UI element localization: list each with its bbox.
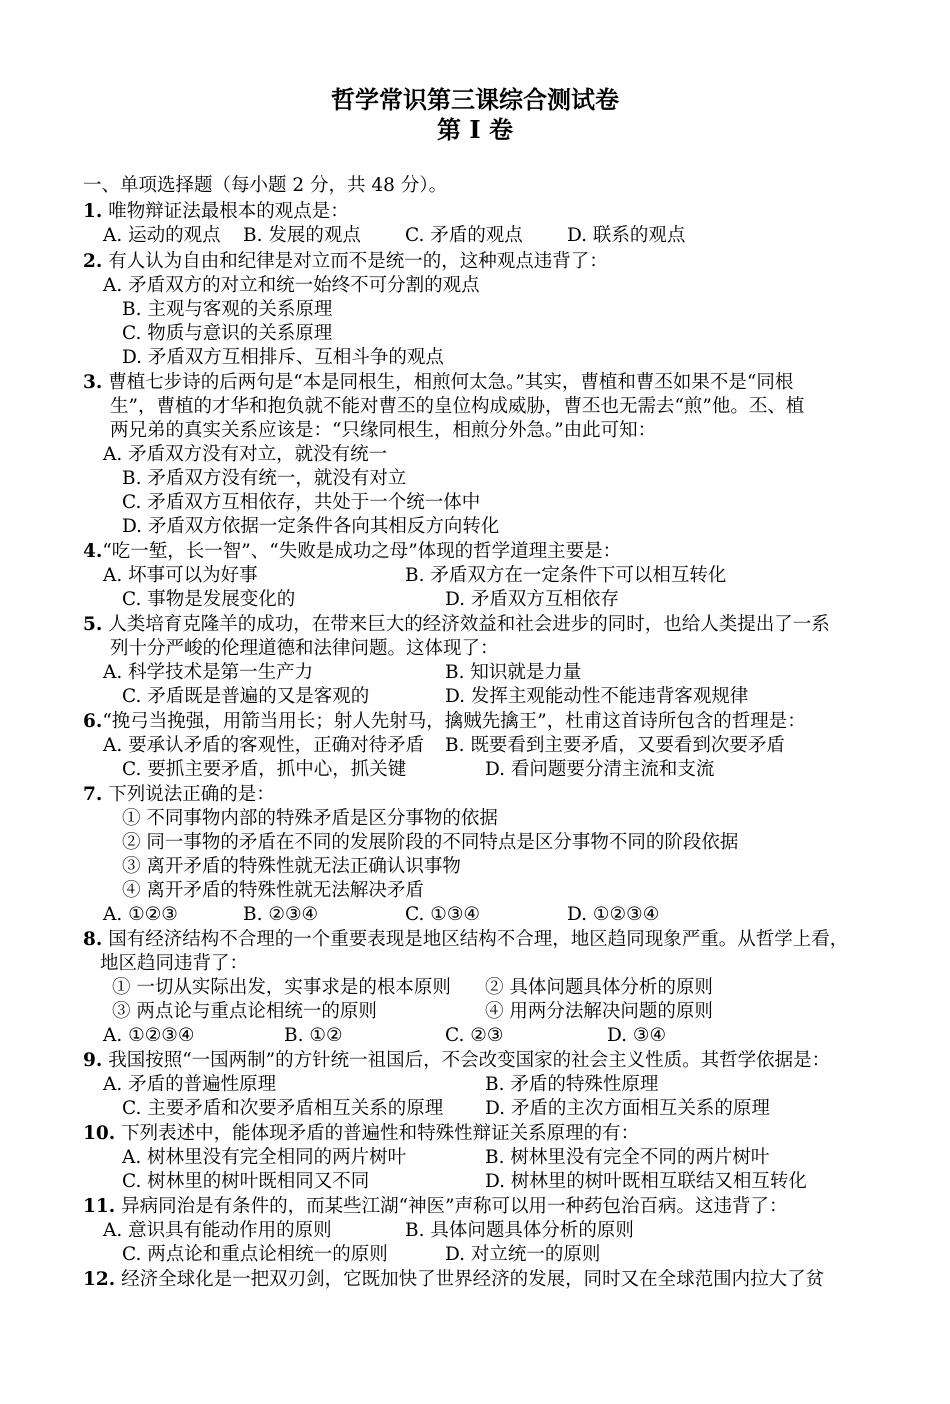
option-c: C. 树林里的树叶既相同又不同 <box>122 1171 370 1192</box>
question-number: 8. <box>83 929 103 950</box>
option-d: D. 树林里的树叶既相互联结又相互转化 <box>485 1171 807 1192</box>
statement-4: ④ 用两分法解决问题的原则 <box>485 1001 713 1022</box>
question-text: 经济全球化是一把双刃剑，它既加快了世界经济的发展，同时又在全球范围内拉大了贫 <box>121 1269 825 1290</box>
question-5-options-row-1 <box>0 661 950 685</box>
question-text: 人类培育克隆羊的成功，在带来巨大的经济效益和社会进步的同时，也给人类提出了一系 <box>108 614 830 635</box>
question-3-stem-line-2: 生”，曹植的才华和抱负就不能对曹丕的皇位构成威胁，曹丕也无需去“煎”他。丕、植 <box>110 396 805 417</box>
question-5-stem <box>83 613 830 637</box>
option-a: A. ①②③④ <box>103 1025 195 1046</box>
option-a: A. 矛盾双方的对立和统一始终不可分割的观点 <box>103 275 480 296</box>
option-c: C. 要抓主要矛盾，抓中心，抓关键 <box>122 759 407 780</box>
question-5-stem-line-2: 列十分严峻的伦理道德和法律问题。这体现了： <box>110 638 499 659</box>
option-c: C. ①③④ <box>405 904 481 925</box>
question-4-options-row-2 <box>0 588 950 612</box>
option-d: D. 矛盾双方互相依存 <box>445 589 619 610</box>
option-b: B. ①② <box>284 1025 343 1046</box>
statement-4: ④ 离开矛盾的特殊性就无法解决矛盾 <box>122 880 424 901</box>
question-11-options-row-1 <box>0 1219 950 1243</box>
option-b: B. 矛盾双方在一定条件下可以相互转化 <box>405 565 727 586</box>
option-a: A. 坏事可以为好事 <box>103 565 258 586</box>
option-b: B. 发展的观点 <box>243 225 361 246</box>
question-text: 下列表述中，能体现矛盾的普遍性和特殊性辩证关系原理的有： <box>121 1123 640 1144</box>
question-number: 7. <box>83 784 103 805</box>
question-7-stem <box>83 783 275 807</box>
option-a: A. 运动的观点 <box>103 225 221 246</box>
option-a: A. 矛盾的普遍性原理 <box>103 1074 277 1095</box>
question-number: 6. <box>83 711 103 732</box>
option-d: D. 矛盾双方互相排斥、互相斗争的观点 <box>122 347 444 368</box>
question-text: 有人认为自由和纪律是对立而不是统一的，这种观点违背了： <box>108 251 608 272</box>
question-text: 曹植七步诗的后两句是“本是同根生，相煎何太急。”其实，曹植和曹丕如果不是“同根 <box>108 372 794 393</box>
question-5-options-row-2 <box>0 685 950 709</box>
question-9-stem <box>83 1049 830 1073</box>
question-number: 9. <box>83 1050 103 1071</box>
option-b: B. 既要看到主要矛盾，又要看到次要矛盾 <box>445 735 785 756</box>
option-a: A. 科学技术是第一生产力 <box>103 662 314 683</box>
option-a: A. 矛盾双方没有对立，就没有统一 <box>103 444 388 465</box>
question-2-stem <box>83 250 608 274</box>
question-number: 3. <box>83 372 103 393</box>
question-number: 2. <box>83 251 103 272</box>
question-text: 唯物辩证法最根本的观点是： <box>108 201 349 222</box>
option-b: B. 树林里没有完全不同的两片树叶 <box>485 1147 770 1168</box>
question-text: 异病同治是有条件的，而某些江湖“神医”声称可以用一种药包治百病。这违背了： <box>121 1196 788 1217</box>
option-c: C. ②③ <box>445 1025 504 1046</box>
statement-3: ③ 两点论与重点论相统一的原则 <box>112 1001 377 1022</box>
question-6-stem <box>83 710 806 734</box>
question-text: “吃一堑，长一智”、“失败是成功之母”体现的哲学道理主要是： <box>102 541 622 562</box>
question-4-stem <box>83 540 621 564</box>
question-3-stem <box>83 371 793 395</box>
question-1-options <box>0 224 950 248</box>
option-d: D. ③④ <box>607 1025 667 1046</box>
question-1-stem <box>83 200 349 224</box>
option-a: A. 意识具有能动作用的原则 <box>103 1220 332 1241</box>
option-d: D. 看问题要分清主流和支流 <box>485 759 715 780</box>
question-8-stem <box>83 928 848 952</box>
option-d: D. 对立统一的原则 <box>445 1244 601 1265</box>
option-c: C. 矛盾双方互相依存，共处于一个统一体中 <box>122 492 481 513</box>
option-b: B. 矛盾的特殊性原理 <box>485 1074 659 1095</box>
page-title: 哲学常识第三课综合测试卷 <box>331 85 619 114</box>
statement-2: ② 具体问题具体分析的原则 <box>485 977 713 998</box>
question-number: 1. <box>83 201 103 222</box>
question-9-options-row-2 <box>0 1097 950 1121</box>
question-10-options-row-1 <box>0 1146 950 1170</box>
option-c: C. 矛盾的观点 <box>405 225 523 246</box>
option-c: C. 矛盾既是普遍的又是客观的 <box>122 686 370 707</box>
option-b: B. 具体问题具体分析的原则 <box>405 1220 634 1241</box>
question-8-statements-row-1 <box>0 976 950 1000</box>
question-text: “挽弓当挽强，用箭当用长；射人先射马，擒贼先擒王”，杜甫这首诗所包含的哲理是： <box>102 711 806 732</box>
question-10-stem <box>83 1122 639 1146</box>
question-3-stem-line-3: 两兄弟的真实关系应该是：“只缘同根生，相煎分外急。”由此可知： <box>110 420 657 441</box>
statement-1: ① 一切从实际出发，实事求是的根本原则 <box>112 977 451 998</box>
question-8-statements-row-2 <box>0 1000 950 1024</box>
option-b: B. 矛盾双方没有统一，就没有对立 <box>122 468 407 489</box>
question-text: 我国按照“一国两制”的方针统一祖国后，不会改变国家的社会主义性质。其哲学依据是： <box>108 1050 831 1071</box>
option-b: B. 主观与客观的关系原理 <box>122 299 333 320</box>
question-number: 11. <box>83 1196 116 1217</box>
question-8-options <box>0 1024 950 1048</box>
statement-2: ② 同一事物的矛盾在不同的发展阶段的不同特点是区分事物不同的阶段依据 <box>122 832 739 853</box>
question-12-stem <box>83 1268 824 1292</box>
question-9-options-row-1 <box>0 1073 950 1097</box>
question-10-options-row-2 <box>0 1170 950 1194</box>
option-c: C. 主要矛盾和次要矛盾相互关系的原理 <box>122 1098 444 1119</box>
question-number: 5. <box>83 614 103 635</box>
statement-1: ① 不同事物内部的特殊矛盾是区分事物的依据 <box>122 808 498 829</box>
question-7-options <box>0 903 950 927</box>
option-d: D. 矛盾双方依据一定条件各向其相反方向转化 <box>122 516 500 537</box>
option-c: C. 事物是发展变化的 <box>122 589 296 610</box>
question-11-options-row-2 <box>0 1243 950 1267</box>
option-d: D. 矛盾的主次方面相互关系的原理 <box>485 1098 770 1119</box>
option-a: A. ①②③ <box>103 904 178 925</box>
option-d: D. 联系的观点 <box>567 225 686 246</box>
option-d: D. 发挥主观能动性不能违背客观规律 <box>445 686 749 707</box>
question-text: 下列说法正确的是： <box>108 784 275 805</box>
question-number: 10. <box>83 1123 116 1144</box>
question-number: 4. <box>83 541 103 562</box>
question-11-stem <box>83 1195 788 1219</box>
question-4-options-row-1 <box>0 564 950 588</box>
question-text: 国有经济结构不合理的一个重要表现是地区结构不合理，地区趋同现象严重。从哲学上看， <box>108 929 849 950</box>
option-d: D. ①②③④ <box>567 904 660 925</box>
option-a: A. 要承认矛盾的客观性，正确对待矛盾 <box>103 735 425 756</box>
section-heading: 一、单项选择题（每小题 2 分，共 48 分）。 <box>83 175 448 196</box>
option-a: A. 树林里没有完全相同的两片树叶 <box>122 1147 407 1168</box>
statement-3: ③ 离开矛盾的特殊性就无法正确认识事物 <box>122 856 461 877</box>
page-subtitle: 第 I 卷 <box>437 115 513 144</box>
option-b: B. ②③④ <box>243 904 319 925</box>
question-number: 12. <box>83 1269 116 1290</box>
question-6-options-row-2 <box>0 758 950 782</box>
option-c: C. 两点论和重点论相统一的原则 <box>122 1244 388 1265</box>
question-6-options-row-1 <box>0 734 950 758</box>
question-8-stem-line-2: 地区趋同违背了： <box>100 953 249 974</box>
option-b: B. 知识就是力量 <box>445 662 582 683</box>
option-c: C. 物质与意识的关系原理 <box>122 323 333 344</box>
